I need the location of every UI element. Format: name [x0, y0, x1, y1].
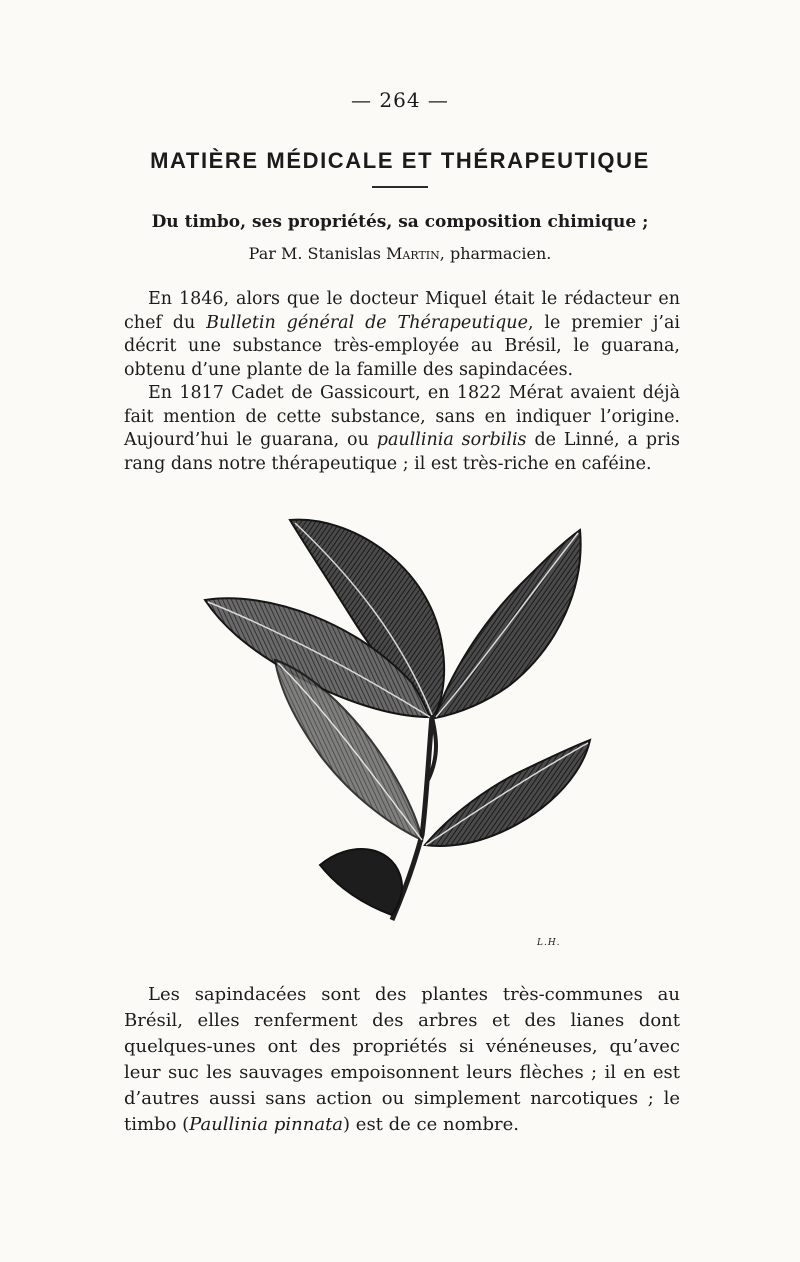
leaf-small-lower-shape — [320, 849, 402, 915]
heading-divider — [372, 186, 428, 188]
paragraph-2 — [124, 382, 680, 476]
timbo-species-name: Paullinia pinnata — [189, 1114, 344, 1135]
paragraph-1-text-b: , le premier j’ai décrit une substance très-employée au Brésil, le guarana, obtenu d’une plante de la famille des sapindacées. — [124, 312, 680, 380]
paragraph-1-text-a: En 1846, alors que le docteur Miquel était le rédacteur en chef du — [124, 289, 680, 333]
illustrator-signature: L.H. — [537, 938, 561, 948]
page-number: — 264 — — [351, 88, 449, 112]
species-name: paullinia sorbilis — [376, 430, 527, 450]
section-heading: MATIÈRE MÉDICALE ET THÉRAPEUTIQUE — [150, 148, 650, 173]
journal-title: Bulletin général de Thérapeutique — [206, 312, 528, 333]
article-byline — [0, 244, 800, 263]
paragraph-3-text-a: Les sapindacées sont des plantes très-communes au Brésil, elles renferment des arbres et des lianes dont quelques-unes ont des propriétés si vénéneuses, qu’avec leur suc les sauvages empoisonnent leurs flèches ; il en est d’autres aussi sans action ou simplement narcotiques ; le timbo ( — [124, 984, 680, 1135]
byline-suffix: , pharmacien. — [439, 244, 552, 263]
leaf-illustration — [200, 505, 600, 955]
byline-prefix: Par M. Stanislas — [248, 244, 381, 263]
paragraph-3-text-b: ) est de ce nombre. — [343, 1114, 519, 1135]
paragraph-1 — [124, 288, 680, 382]
article-title: Du timbo, ses propriétés, sa composition chimique ; — [151, 212, 649, 232]
paragraph-2-text-a: En 1817 Cadet de Gassicourt, en 1822 Mérat avaient déjà fait mention de cette substance, sans en indiquer l’origine. Aujourd’hui le guarana, ou — [124, 383, 680, 450]
author-name: Martin — [386, 244, 440, 263]
paragraph-3 — [124, 982, 680, 1138]
paragraph-2-text-b: de Linné, a pris rang dans notre thérapeutique ; il est très-riche en caféine. — [124, 430, 680, 474]
